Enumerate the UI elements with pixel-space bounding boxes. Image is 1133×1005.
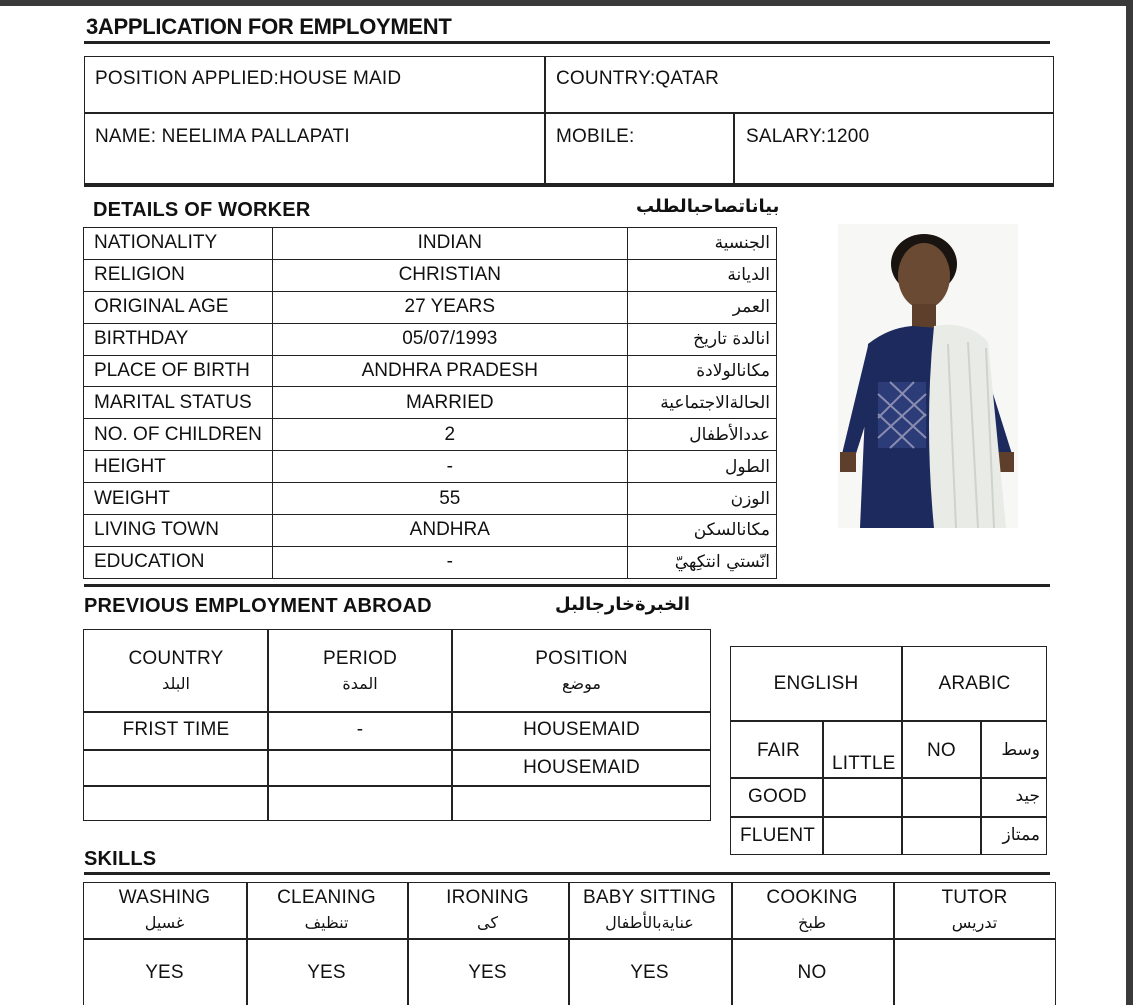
details-label-arabic: الوزن (627, 483, 776, 515)
skill-name: COOKING (766, 887, 858, 908)
details-value: ANDHRA (272, 515, 627, 547)
details-table (83, 227, 777, 579)
details-label-arabic: الطول (627, 451, 776, 483)
prev-cell: HOUSEMAID (523, 757, 640, 778)
details-row (84, 451, 777, 483)
details-value: - (272, 546, 627, 578)
lang-little: LITTLE (832, 753, 896, 774)
details-label-arabic: عددالأطفال (627, 419, 776, 451)
details-label: BIRTHDAY (84, 323, 273, 355)
details-label: ORIGINAL AGE (84, 291, 273, 323)
applicant-name: NAME: NEELIMA PALLAPATI (95, 126, 350, 147)
skill-name-arabic: عنايةبالأطفال (605, 913, 694, 932)
salary: SALARY:1200 (746, 126, 870, 147)
details-value: 55 (272, 483, 627, 515)
details-row (84, 515, 777, 547)
details-label-arabic: مكانالولادة (627, 355, 776, 387)
skill-name: IRONING (446, 887, 529, 908)
details-row (84, 546, 777, 578)
skill-value: YES (307, 962, 346, 983)
position-applied: POSITION APPLIED:HOUSE MAID (95, 68, 402, 89)
details-label: NATIONALITY (84, 228, 273, 260)
details-row (84, 419, 777, 451)
details-label-arabic: العمر (627, 291, 776, 323)
skill-value: NO (797, 962, 827, 983)
details-row (84, 323, 777, 355)
lang-fair: FAIR (757, 740, 801, 761)
details-heading: DETAILS OF WORKER (93, 199, 311, 221)
skill-name-arabic: کی (477, 913, 498, 932)
details-label-arabic: انّستي انتكِهيّ (627, 546, 776, 578)
application-form (0, 6, 1126, 1005)
prev-col-country: COUNTRY (128, 648, 224, 669)
lang-fluent-arabic: ممتاز (1002, 825, 1040, 845)
previous-employment-heading: PREVIOUS EMPLOYMENT ABROAD (84, 595, 432, 617)
country: COUNTRY:QATAR (556, 68, 720, 89)
skill-name-arabic: تدريس (951, 913, 998, 932)
skill-name: BABY SITTING (583, 887, 716, 908)
prev-cell: - (356, 719, 364, 740)
form-title: 3APPLICATION FOR EMPLOYMENT (86, 14, 452, 39)
skill-value: YES (468, 962, 507, 983)
skills-heading: SKILLS (84, 848, 157, 870)
details-row (84, 387, 777, 419)
prev-col-period-arabic: المدة (342, 674, 378, 693)
prev-cell: FRIST TIME (122, 719, 230, 740)
details-value: - (272, 451, 627, 483)
details-value: MARRIED (272, 387, 627, 419)
previous-employment-heading-arabic: الخبرةخارجالبل (555, 594, 691, 615)
mobile: MOBILE: (556, 126, 635, 147)
details-label: MARITAL STATUS (84, 387, 273, 419)
details-label: PLACE OF BIRTH (84, 355, 273, 387)
details-heading-arabic: بياناتصاحبالطلب (636, 196, 780, 217)
details-label: LIVING TOWN (84, 515, 273, 547)
skill-name-arabic: غسيل (144, 913, 185, 932)
details-value: CHRISTIAN (272, 259, 627, 291)
skill-name: WASHING (118, 887, 211, 908)
lang-good: GOOD (748, 786, 807, 807)
lang-good-arabic: جيد (1015, 786, 1040, 806)
skill-name: CLEANING (277, 887, 376, 908)
lang-fluent: FLUENT (740, 825, 816, 846)
details-label-arabic: مكانالسكن (627, 515, 776, 547)
details-label-arabic: الحالةالاجتماعية (627, 387, 776, 419)
details-row (84, 291, 777, 323)
details-value: 27 YEARS (272, 291, 627, 323)
details-label-arabic: الجنسية (627, 228, 776, 260)
details-value: INDIAN (272, 228, 627, 260)
prev-cell: HOUSEMAID (523, 719, 640, 740)
skill-name-arabic: طبخ (798, 913, 826, 932)
prev-col-country-arabic: البلد (162, 674, 190, 693)
details-value: 05/07/1993 (272, 323, 627, 355)
details-label-arabic: انالدة تاريخ (627, 323, 776, 355)
skill-value: YES (630, 962, 669, 983)
lang-fair-arabic: وسط (1001, 740, 1040, 760)
details-row (84, 259, 777, 291)
prev-col-position-arabic: موضع (562, 674, 601, 693)
details-value: 2 (272, 419, 627, 451)
details-label: EDUCATION (84, 546, 273, 578)
details-label: WEIGHT (84, 483, 273, 515)
prev-col-position: POSITION (535, 648, 628, 669)
details-row (84, 355, 777, 387)
skill-name: TUTOR (941, 887, 1008, 908)
details-row (84, 228, 777, 260)
lang-arabic: ARABIC (938, 673, 1011, 694)
photo-illustration (838, 224, 1018, 528)
details-label: RELIGION (84, 259, 273, 291)
details-label: HEIGHT (84, 451, 273, 483)
applicant-photo (838, 224, 1018, 528)
details-row (84, 483, 777, 515)
prev-col-period: PERIOD (322, 648, 398, 669)
skill-value: YES (145, 962, 184, 983)
lang-english: ENGLISH (773, 673, 859, 694)
skill-name-arabic: تنظيف (304, 913, 349, 932)
title-rule (84, 41, 1050, 44)
lang-no: NO (927, 740, 956, 761)
details-label: NO. OF CHILDREN (84, 419, 273, 451)
details-label-arabic: الديانة (627, 259, 776, 291)
details-value: ANDHRA PRADESH (272, 355, 627, 387)
